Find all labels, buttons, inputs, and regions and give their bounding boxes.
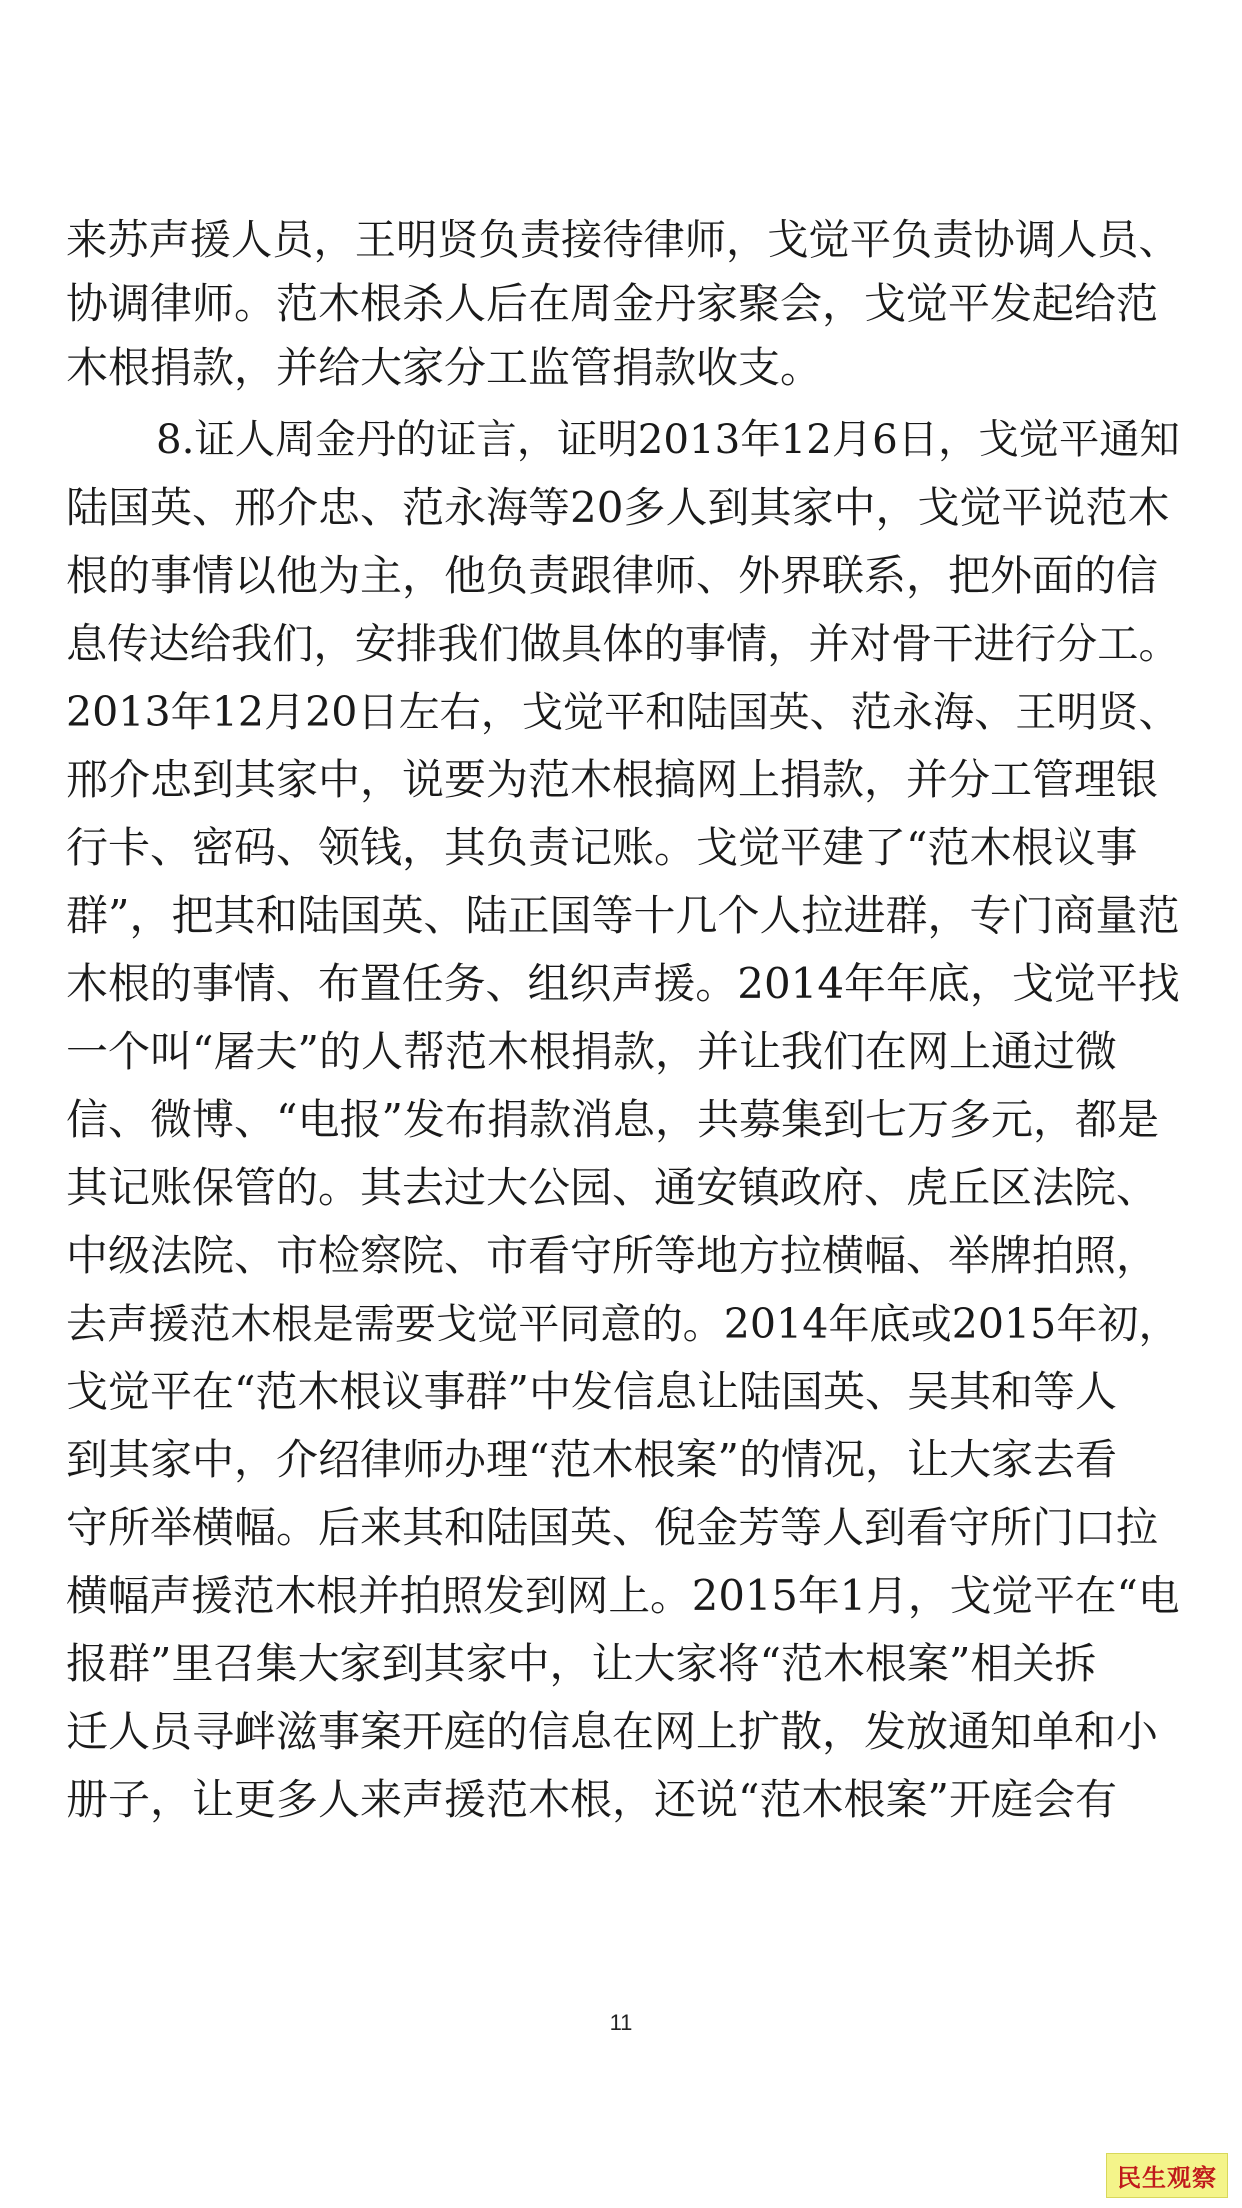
text-line: 来苏声援人员，王明贤负责接待律师，戈觉平负责协调人员、 xyxy=(66,216,1180,264)
text-line: 信、微博、“电报”发布捐款消息，共募集到七万多元，都是 xyxy=(66,1095,1159,1144)
page-number: 11 xyxy=(609,2010,633,2035)
text-line: 行卡、密码、领钱，其负责记账。戈觉平建了“范木根议事 xyxy=(66,823,1138,872)
text-line: 迁人员寻衅滋事案开庭的信息在网上扩散，发放通知单和小 xyxy=(66,1707,1159,1756)
watermark-badge: 民生观察 xyxy=(1106,2153,1228,2198)
text-line: 戈觉平在“范木根议事群”中发信息让陆国英、吴其和等人 xyxy=(66,1367,1117,1416)
paragraph-start-line: 8.证人周金丹的证言，证明2013年12月6日，戈觉平通知 xyxy=(156,416,1180,463)
text-line: 守所举横幅。后来其和陆国英、倪金芳等人到看守所门口拉 xyxy=(66,1503,1159,1552)
text-line: 木根的事情、布置任务、组织声援。2014年年底，戈觉平找 xyxy=(66,959,1180,1008)
text-line: 陆国英、邢介忠、范永海等20多人到其家中，戈觉平说范木 xyxy=(66,483,1170,532)
text-line: 去声援范木根是需要戈觉平同意的。2014年底或2015年初， xyxy=(66,1300,1180,1348)
text-line: 一个叫“屠夫”的人帮范木根捐款，并让我们在网上通过微 xyxy=(66,1027,1117,1076)
text-line: 横幅声援范木根并拍照发到网上。2015年1月，戈觉平在“电 xyxy=(66,1571,1180,1620)
text-line: 木根捐款，并给大家分工监管捐款收支。 xyxy=(66,343,823,392)
text-line: 中级法院、市检察院、市看守所等地方拉横幅、举牌拍照， xyxy=(66,1231,1159,1280)
text-line: 到其家中，介绍律师办理“范木根案”的情况，让大家去看 xyxy=(66,1435,1117,1484)
text-line: 息传达给我们，安排我们做具体的事情，并对骨干进行分工。 xyxy=(66,620,1180,668)
text-line: 根的事情以他为主，他负责跟律师、外界联系，把外面的信 xyxy=(66,551,1159,600)
text-line: 报群”里召集大家到其家中，让大家将“范木根案”相关拆 xyxy=(66,1639,1097,1688)
text-line: 2013年12月20日左右，戈觉平和陆国英、范永海、王明贤、 xyxy=(66,688,1180,736)
text-line: 群”，把其和陆国英、陆正国等十几个人拉进群，专门商量范 xyxy=(66,891,1180,940)
text-line: 册子，让更多人来声援范木根，还说“范木根案”开庭会有 xyxy=(66,1775,1117,1824)
text-line: 其记账保管的。其去过大公园、通安镇政府、虎丘区法院、 xyxy=(66,1163,1159,1212)
text-line: 协调律师。范木根杀人后在周金丹家聚会，戈觉平发起给范 xyxy=(66,279,1159,328)
text-line: 邢介忠到其家中，说要为范木根搞网上捐款，并分工管理银 xyxy=(66,755,1159,804)
